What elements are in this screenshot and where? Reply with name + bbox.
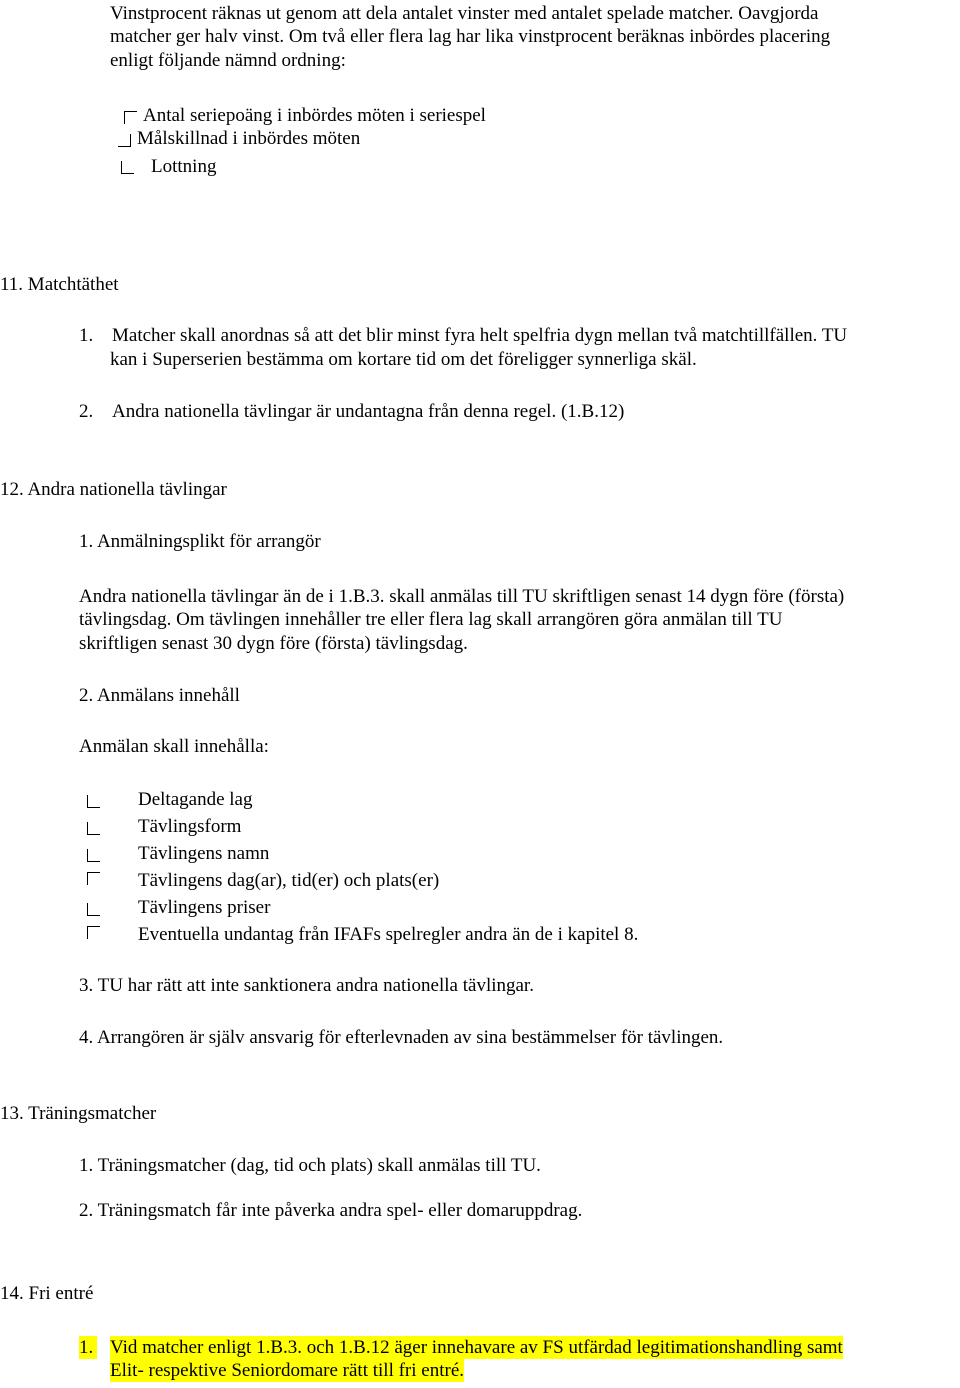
section-11-item-2: Andra nationella tävlingar är undantagna från denna regel. (1.B.12)	[112, 401, 625, 422]
intro-line-2: matcher ger halv vinst. Om två eller flera lag har lika vinstprocent beräknas inbördes placering	[110, 26, 831, 47]
contents-item-3: Tävlingens namn	[138, 843, 270, 864]
list-bullet-icon	[87, 822, 100, 835]
section-12-item-3: 3. TU har rätt att inte sanktionera andra nationella tävlingar.	[79, 975, 534, 996]
section-12-sub-1-line-2: tävlingsdag. Om tävlingen innehåller tre eller flera lag skall arrangören göra anmälan till TU	[79, 609, 783, 630]
section-12-sub-2-heading: 2. Anmälans innehåll	[79, 685, 240, 706]
contents-item-4: Tävlingens dag(ar), tid(er) och plats(er)	[138, 870, 440, 891]
order-item-2: Målskillnad i inbördes möten	[137, 128, 361, 149]
order-item-1: Antal seriepoäng i inbördes möten i seriespel	[143, 105, 486, 126]
section-13-item-2: 2. Träningsmatch får inte påverka andra spel- eller domaruppdrag.	[79, 1200, 583, 1221]
list-bullet-icon	[121, 161, 134, 174]
section-11-item-1-line-1: Matcher skall anordnas så att det blir minst fyra helt spelfria dygn mellan två matchtillfällen. TU	[112, 325, 848, 346]
section-11-item-1-number: 1.	[79, 325, 94, 346]
order-item-3: Lottning	[151, 156, 217, 177]
list-bullet-icon	[118, 134, 131, 147]
section-11-heading: 11. Matchtäthet	[0, 274, 119, 295]
list-bullet-icon	[87, 903, 100, 916]
section-14-heading: 14. Fri entré	[0, 1283, 94, 1304]
contents-item-5: Tävlingens priser	[138, 897, 271, 918]
section-14-item-1-line-1: Vid matcher enligt 1.B.3. och 1.B.12 äger innehavare av FS utfärdad legitimationshandling samt	[110, 1337, 843, 1358]
section-12-sub-2-intro: Anmälan skall innehålla:	[79, 736, 269, 757]
intro-line-3: enligt följande nämnd ordning:	[110, 50, 346, 71]
section-12-sub-1-line-3: skriftligen senast 30 dygn före (första) tävlingsdag.	[79, 633, 468, 654]
list-bullet-icon	[87, 872, 100, 885]
section-12-sub-1-line-1: Andra nationella tävlingar än de i 1.B.3. skall anmälas till TU skriftligen senast 14 dygn före (första)	[79, 586, 845, 607]
section-14-item-1-number: 1.	[79, 1336, 97, 1359]
section-11-item-1-line-2: kan i Superserien bestämma om kortare tid om det föreligger synnerliga skäl.	[110, 349, 697, 370]
list-bullet-icon	[87, 795, 100, 808]
section-11-item-2-number: 2.	[79, 401, 94, 422]
section-13-item-1: 1. Träningsmatcher (dag, tid och plats) skall anmälas till TU.	[79, 1155, 541, 1176]
list-bullet-icon	[87, 849, 100, 862]
list-bullet-icon	[124, 111, 137, 124]
contents-item-2: Tävlingsform	[138, 816, 242, 837]
section-12-sub-1-heading: 1. Anmälningsplikt för arrangör	[79, 531, 321, 552]
contents-item-6: Eventuella undantag från IFAFs spelregler andra än de i kapitel 8.	[138, 924, 639, 945]
section-12-heading: 12. Andra nationella tävlingar	[0, 479, 227, 500]
contents-item-1: Deltagande lag	[138, 789, 253, 810]
section-13-heading: 13. Träningsmatcher	[0, 1103, 157, 1124]
list-bullet-icon	[87, 926, 100, 939]
intro-line-1: Vinstprocent räknas ut genom att dela antalet vinster med antalet spelade matcher. Oavgjorda	[110, 3, 819, 24]
section-14-item-1-line-2: Elit- respektive Seniordomare rätt till fri entré.	[110, 1360, 465, 1381]
section-12-item-4: 4. Arrangören är själv ansvarig för efterlevnaden av sina bestämmelser för tävlingen.	[79, 1027, 724, 1048]
